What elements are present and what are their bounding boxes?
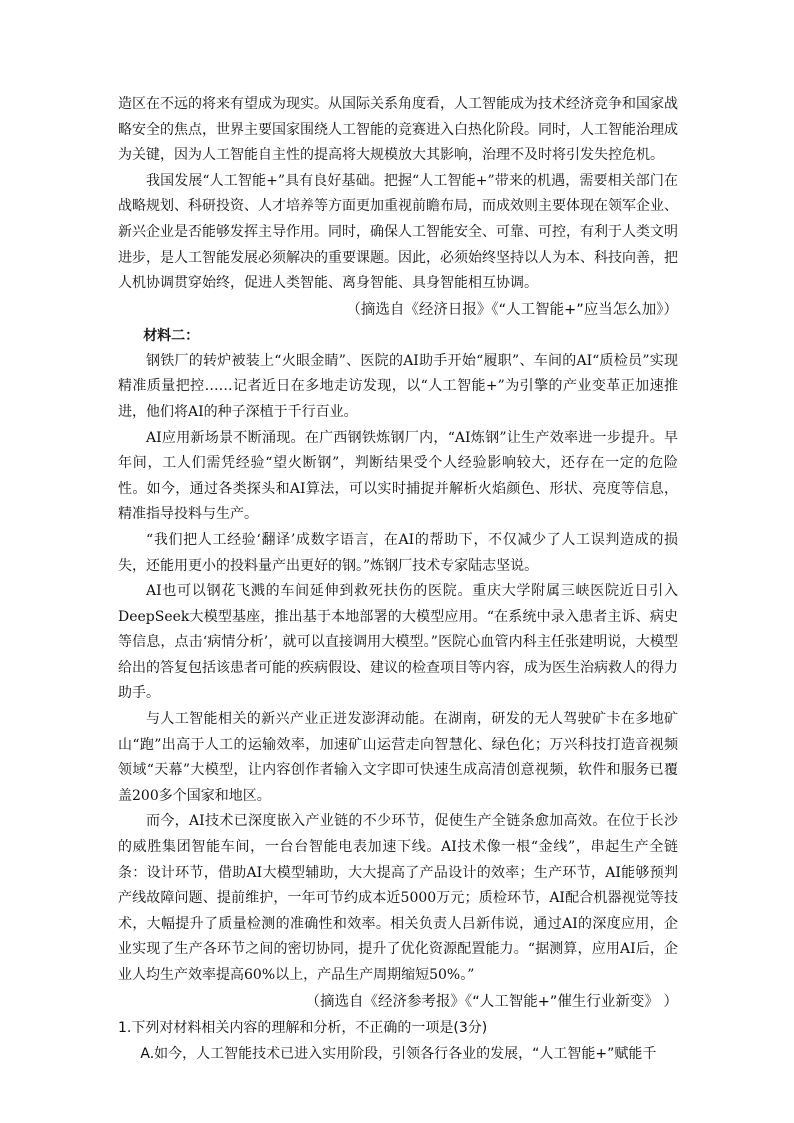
material2-paragraph: 而今，AI技术已深度嵌入产业链的不少环节，促使生产全链条愈加高效。在位于长沙的威胜集团智能车间，一台台智能电表加速下线。AI技术像一根“金线”，串起生产全链条：设计环节，借助AI大模型辅助，大大提高了产品设计的效率；生产环节，AI能够预判产线故障问题、提前维护，一年可节约成本近5000万元；质检环节，AI配合机器视觉等技术，大幅提升了质量检测的准确性和效率。相关负责人吕新伟说，通过AI的深度应用，企业实现了生产各环节之间的密切协同，提升了优化资源配置能力。“据测算，应用AI后，企业人均生产效率提高60%以上，产品生产周期缩短50%。” bbox=[118, 813, 678, 983]
exam-page bbox=[118, 92, 678, 1067]
material1-source: （摘选自《经济日报》《“人工智能+”应当怎么加》） bbox=[346, 301, 678, 318]
material1-paragraph: 我国发展“人工智能+”具有良好基础。把握“人工智能+”带来的机遇，需要相关部门在战略规划、科研投资、人才培养等方面更加重视前瞻布局，而成效则主要体现在领军企业、新兴企业是否能够发挥主导作用。同时，确保人工智能安全、可靠、可控，有利于人类文明进步，是人工智能发展必须解决的重要课题。因此，必须始终坚持以人为本、科技向善，把人机协调贯穿始终，促进人类智能、离身智能、具身智能相互协调。 bbox=[118, 172, 678, 292]
material2-paragraph: 与人工智能相关的新兴产业正迸发澎湃动能。在湖南，研发的无人驾驶矿卡在多地矿山“跑”出高于人工的运输效率，加速矿山运营走向智慧化、绿色化；万兴科技打造音视频领域“天幕”大模型，让内容创作者输入文字即可快速生成高清创意视频，软件和服务已覆盖200多个国家和地区。 bbox=[118, 711, 678, 804]
material2-heading: 材料二： bbox=[143, 327, 200, 344]
material1-paragraph-tail: 造区在不远的将来有望成为现实。从国际关系角度看，人工智能成为技术经济竞争和国家战略安全的焦点，世界主要国家围绕人工智能的竞赛进入白热化阶段。同时，人工智能治理成为关键，因为人工智能自主性的提高将大规模放大其影响，治理不及时将引发失控危机。 bbox=[118, 96, 678, 164]
material2-source: （摘选自《经济参考报》《“人工智能+”催生行业新变》 ） bbox=[305, 993, 678, 1010]
material2-paragraph: AI应用新场景不断涌现。在广西钢铁炼钢厂内，“AI炼钢”让生产效率进一步提升。早年间，工人们需凭经验“望火断钢”，判断结果受个人经验影响较大，还存在一定的危险性。如今，通过各类探头和AI算法，可以实时捕捉并解析火焰颜色、形状、亮度等信息，精准指导投料与生产。 bbox=[118, 429, 678, 523]
material2-paragraph: “我们把人工经验‘翻译’成数字语言，在AI的帮助下，不仅减少了人工误判造成的损失，还能用更小的投料量产出更好的钢。”炼钢厂技术专家陆志坚说。 bbox=[118, 531, 678, 574]
material2-paragraph: 钢铁厂的转炉被装上“火眼金睛”、医院的AI助手开始“履职”、车间的AI“质检员”实现精准质量把控……记者近日在多地走访发现，以“人工智能+”为引擎的产业变革正加速推进，他们将AI的种子深植于千行百业。 bbox=[118, 352, 678, 420]
question-option-a: A.如今，人工智能技术已进入实用阶段，引领各行各业的发展，“人工智能+”赋能千 bbox=[140, 1045, 657, 1062]
material2-paragraph: AI也可以钢花飞溅的车间延伸到救死扶伤的医院。重庆大学附属三峡医院近日引入DeepSeek大模型基座，推出基于本地部署的大模型应用。“在系统中录入患者主诉、病史等信息，点击‘病情分析’，就可以直接调用大模型。”医院心血管内科主任张建明说，大模型给出的答复包括该患者可能的疾病假设、建议的检查项目等内容，成为医生治病救人的得力助手。 bbox=[118, 583, 678, 702]
question-stem: 1.下列对材料相关内容的理解和分析，不正确的一项是(3分) bbox=[118, 1019, 488, 1036]
